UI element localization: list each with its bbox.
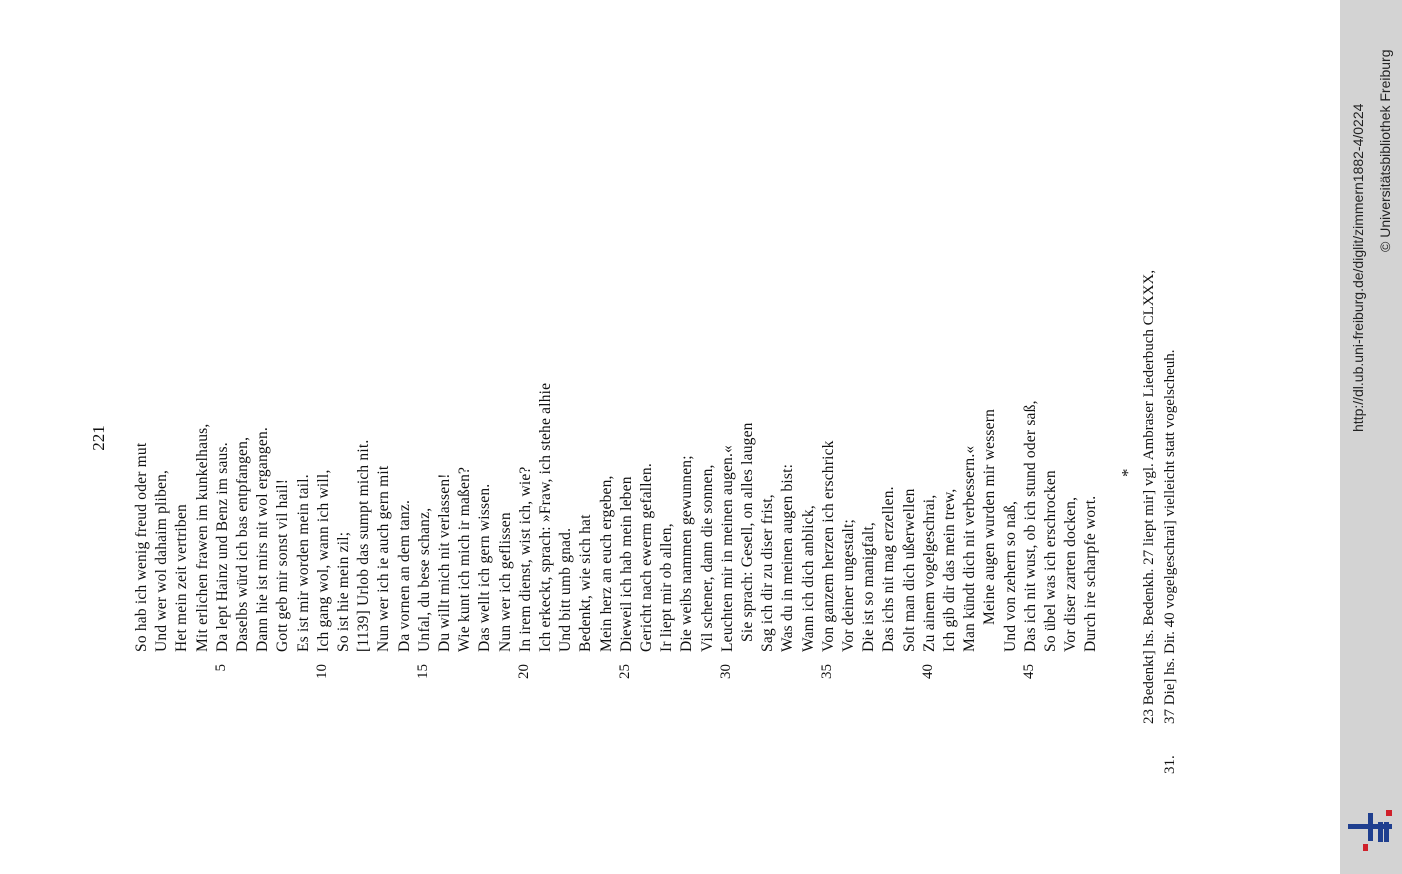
poem-line: Wann ich dich anblick,: [799, 505, 817, 652]
poem-line: Die ist so manigfalt,: [860, 522, 878, 652]
library-logo-icon: [1348, 808, 1396, 854]
poem-line: Und wer wol dahaim pliben,: [153, 469, 171, 652]
line-number: 20: [515, 664, 532, 679]
poem-line: Durch ire scharpfe wort.: [1082, 495, 1100, 652]
poem-line: Und von zehern so naß,: [1001, 500, 1019, 652]
poem-line: Mit erlichen frawen im kunkelhaus,: [193, 423, 211, 652]
separator-star: *: [1118, 468, 1137, 477]
poem-line: Mein herz an euch ergeben,: [597, 475, 615, 652]
poem-line: Gott geb mir sonst vil hail!: [274, 478, 292, 652]
poem-line: Da vornen an dem tanz.: [395, 499, 413, 652]
poem-line: Nun wer ich ie auch gern mit: [375, 465, 393, 652]
poem-line: So übel was ich erschrocken: [1042, 470, 1059, 652]
line-number: 45: [1020, 664, 1037, 679]
poem-line: Du willt mich nit verlassen!: [436, 473, 453, 652]
poem-line: Das ich nit wust, ob ich stund oder saß,: [1021, 400, 1039, 652]
poem-line: So ist hie mein zil;: [335, 531, 352, 652]
poem-line: Ich gib dir das mein trew,: [941, 488, 958, 652]
poem-line: Und bitt umb gnad.: [557, 527, 575, 652]
poem-line: [1139] Urlob das sumpt mich nit.: [355, 439, 373, 652]
poem-line: Leuchten mir in meinen augen.«: [718, 444, 736, 652]
poem-line: Wie kunt ich mich ir maßen?: [456, 466, 474, 652]
poem-line: Solt man dich ußerwellen: [900, 488, 918, 652]
line-number: 15: [414, 664, 431, 679]
poem-line: Vor deiner ungestalt;: [840, 518, 857, 652]
poem-line: Ir liept mir ob allen,: [658, 523, 676, 652]
poem-line: Unfal, du bese schanz,: [415, 507, 433, 652]
poem-line: Das ichs nit mag erzellen.: [880, 486, 898, 652]
line-number: 30: [717, 664, 734, 679]
footnote-line: 37 Die] hs. Dir. 40 vogelgeschrai] vielleicht statt vogelscheuh.: [1162, 349, 1178, 724]
line-number: 35: [818, 664, 835, 679]
poem-line: Dieweil ich hab mein leben: [617, 476, 635, 652]
poem-line: In irem dienst, wist ich, wie?: [516, 466, 534, 652]
poem-line: Da lept Hainz und Benz im saus.: [213, 442, 231, 652]
poem-line: Meine augen wurden mir wessern: [981, 408, 999, 625]
line-number: 25: [616, 664, 633, 679]
line-number: 5: [212, 664, 229, 672]
poem-line: So hab ich wenig freud oder mut: [133, 442, 150, 652]
footnote-line: 23 Bedenkt] hs. Bedenkh. 27 liept mir] vgl. Ambraser Liederbuch CLXXX,: [1141, 269, 1157, 724]
poem-line: Man kündt dich nit verbessern.«: [961, 445, 979, 652]
poem-line: Die weibs nammen gewunnen;: [678, 455, 696, 652]
poem-line: Dann hie ist mirs nit wol ergangen.: [254, 427, 272, 652]
poem-line: Het mein zeit vertriben: [173, 504, 191, 652]
poem-line: Sag ich dir zu diser frist,: [759, 494, 777, 652]
poem-line: Gericht nach ewerm gefallen.: [638, 463, 655, 652]
page-number: 221: [89, 425, 108, 451]
poem-line: Bedenkt, wie sich hat: [577, 514, 595, 652]
poem-line: Was du in meinen augen bist:: [779, 463, 797, 652]
line-number: 10: [313, 664, 330, 679]
source-url[interactable]: http://dl.ub.uni-freiburg.de/diglit/zimmern1882-4/0224: [1350, 103, 1366, 432]
poem-line: Das wellt ich gern wissen.: [476, 483, 494, 652]
poem-line: Sie sprach: Gesell, on alles laugen: [739, 422, 756, 642]
poem-line: Nun wer ich geflissen: [496, 512, 514, 652]
poem-line: Es ist mir worden mein tail.: [294, 474, 312, 652]
copyright-notice: © Universitätsbibliothek Freiburg: [1377, 49, 1393, 252]
poem-line: Vor diser zarten docken,: [1062, 496, 1080, 652]
poem-line: Ich erkeckt, sprach: »Fraw, ich stehe alhie: [537, 382, 554, 652]
poem-line: Ich gang wol, wann ich will,: [314, 469, 332, 652]
footnote-prefix: 31.: [1162, 755, 1178, 774]
poem-line: Vil schener, dann die sonnen,: [698, 464, 716, 652]
poem-line: Zu ainem vogelgeschrai,: [920, 494, 938, 652]
poem-line: Von ganzem herzen ich erschrick: [819, 440, 837, 652]
line-number: 40: [919, 664, 936, 679]
poem-line: Daselbs würd ich bas entpfangen,: [234, 436, 251, 652]
